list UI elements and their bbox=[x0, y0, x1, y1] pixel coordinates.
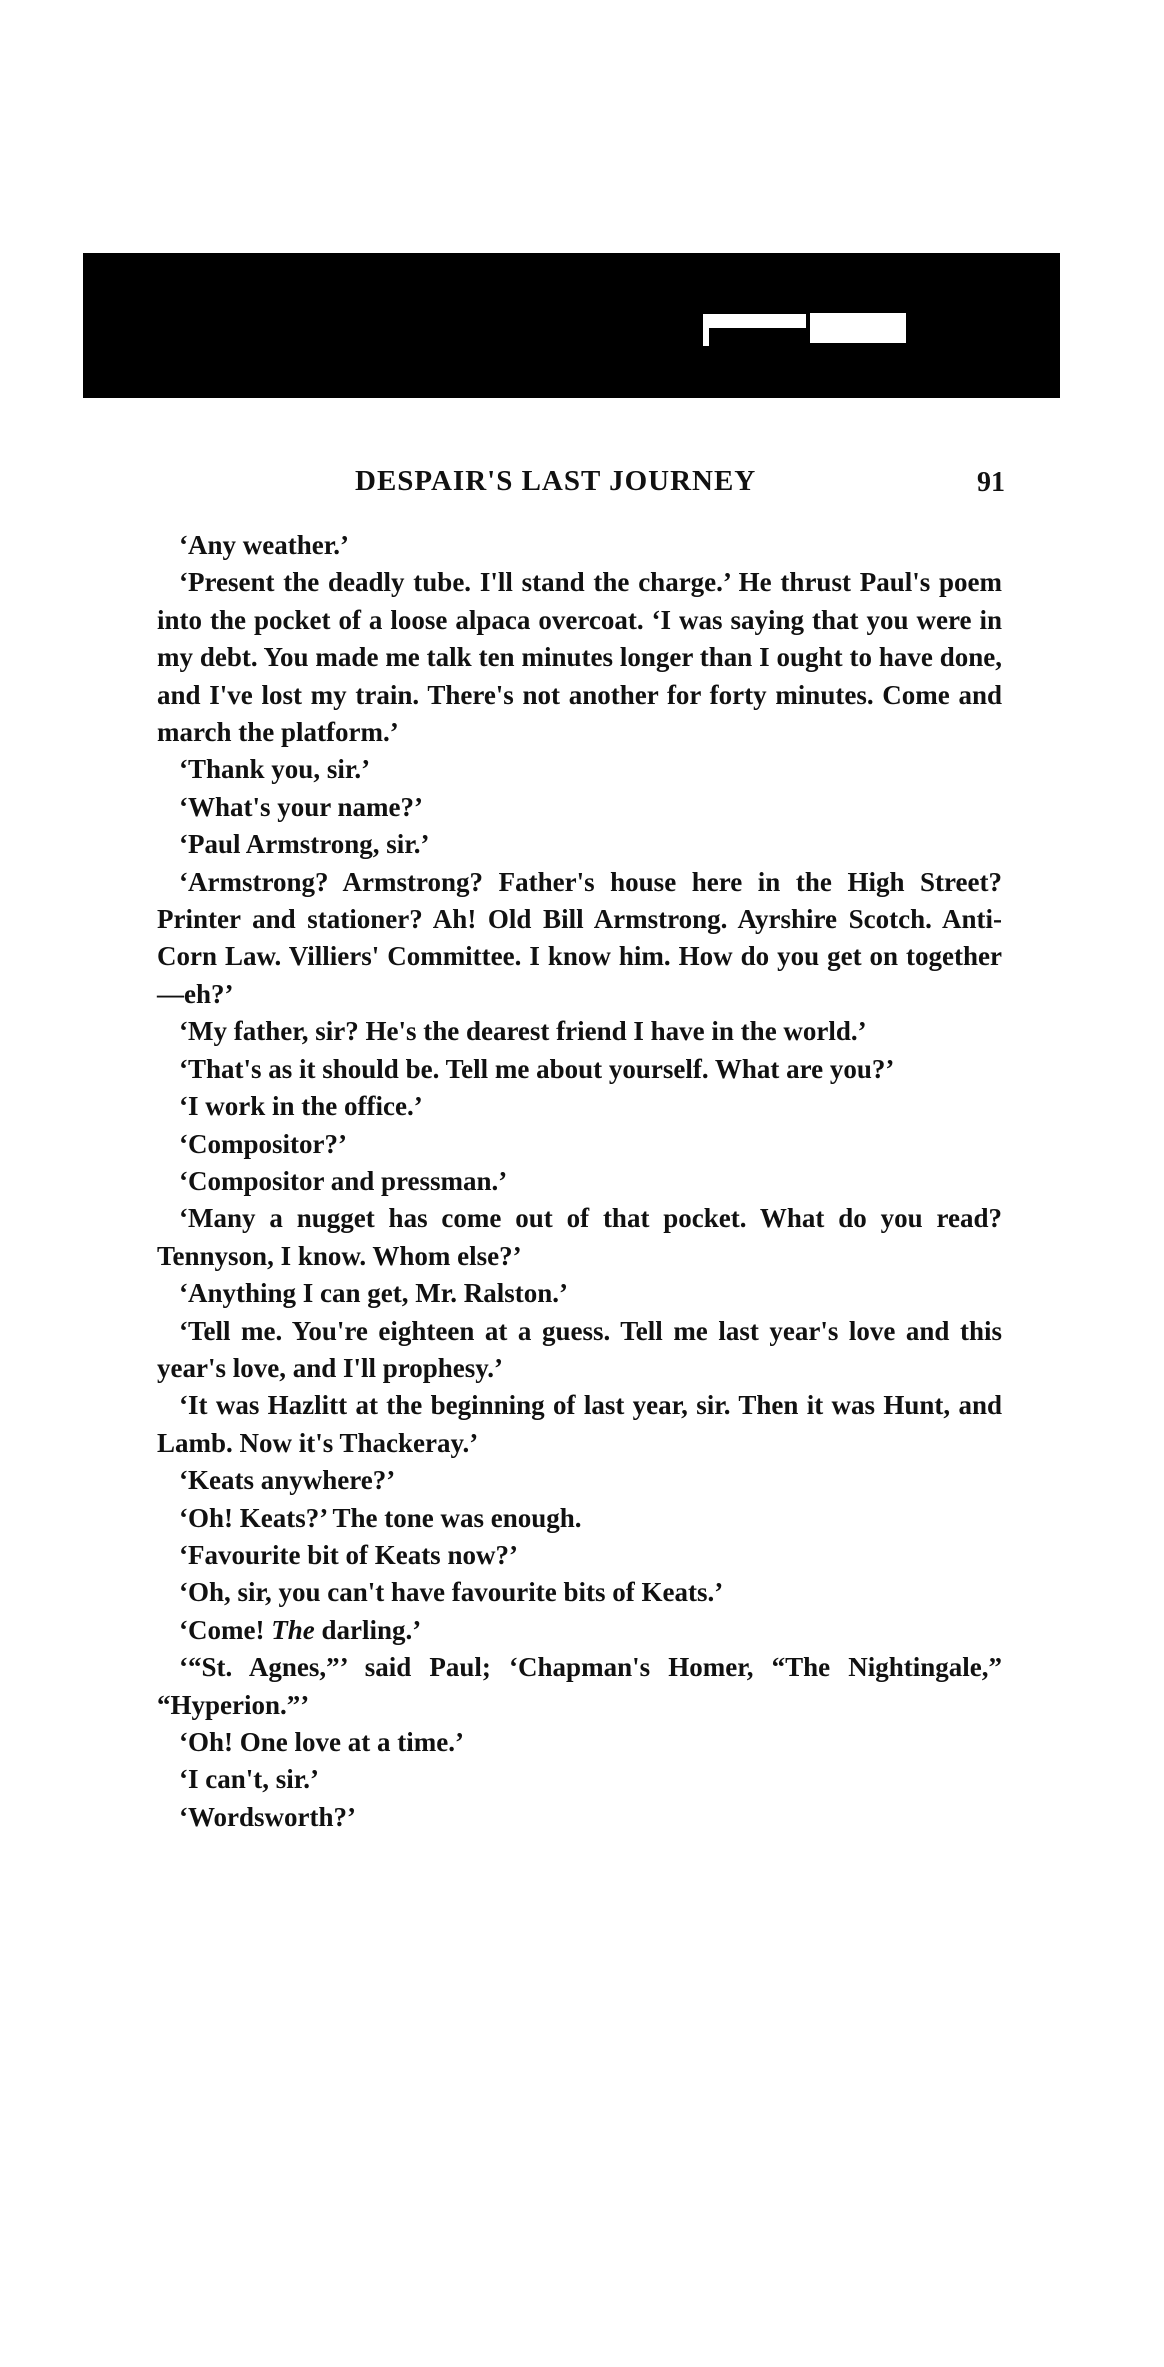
body-text bbox=[157, 527, 1009, 1836]
paragraph: ‘That's as it should be. Tell me about yourself. What are you?’ bbox=[179, 1053, 895, 1084]
paragraph: ‘Favourite bit of Keats now?’ bbox=[179, 1539, 518, 1570]
paragraph: ‘Any weather.’ bbox=[179, 530, 349, 560]
paragraph: ‘Compositor and pressman.’ bbox=[179, 1165, 508, 1196]
page-number: 91 bbox=[977, 467, 1005, 498]
paragraph: ‘What's your name?’ bbox=[179, 791, 424, 822]
come-italic: The bbox=[271, 1614, 315, 1645]
paragraph: ‘I can't, sir.’ bbox=[179, 1764, 319, 1795]
paragraph: ‘Tell me. You're eighteen at a guess. Tell me last year's love and this year's love, and I'll prophesy.’ bbox=[157, 1315, 1009, 1383]
come-lead: ‘Come! bbox=[179, 1614, 272, 1645]
paragraph: ‘Thank you, sir.’ bbox=[179, 754, 371, 785]
scan-artifact bbox=[703, 328, 709, 346]
paragraph: ‘Armstrong? Armstrong? Father's house here in the High Street? Printer and stationer? Ah! Old Bill Armstrong. Ayrshire Scotch. Anti-Corn Law. Villiers' Committee. I know him. How do you get on together—eh?’ bbox=[157, 866, 1009, 1009]
paragraph-come bbox=[157, 1612, 1002, 1649]
paragraph: ‘Oh! Keats?’ The tone was enough. bbox=[179, 1502, 582, 1533]
paragraph: ‘It was Hazlitt at the beginning of last year, sir. Then it was Hunt, and Lamb. Now it's Thackeray.’ bbox=[157, 1390, 1009, 1458]
paragraph: ‘Compositor?’ bbox=[179, 1128, 347, 1159]
paragraph: ‘Keats anywhere?’ bbox=[179, 1465, 396, 1496]
come-tail: darling.’ bbox=[314, 1614, 422, 1645]
paragraph: ‘Present the deadly tube. I'll stand the charge.’ He thrust Paul's poem into the pocket of a loose alpaca overcoat. ‘I was saying that you were in my debt. You made me talk ten minutes longer than I ought to have done, and I've lost my train. There's not another for forty minutes. Come and march the platform.’ bbox=[157, 567, 1009, 748]
paragraph: ‘I work in the office.’ bbox=[179, 1091, 423, 1122]
paragraph: ‘My father, sir? He's the dearest friend I have in the world.’ bbox=[179, 1016, 867, 1047]
paragraph: ‘Many a nugget has come out of that pocket. What do you read? Tennyson, I know. Whom else?’ bbox=[157, 1203, 1009, 1271]
paragraph: ‘Wordsworth?’ bbox=[179, 1801, 356, 1832]
running-title: DESPAIR'S LAST JOURNEY bbox=[355, 465, 757, 497]
paragraph: ‘Anything I can get, Mr. Ralston.’ bbox=[179, 1278, 569, 1309]
scan-black-bar bbox=[83, 253, 1060, 398]
paragraph: ‘Oh, sir, you can't have favourite bits of Keats.’ bbox=[179, 1577, 724, 1608]
paragraph: ‘Oh! One love at a time.’ bbox=[179, 1727, 464, 1757]
paragraph: ‘Paul Armstrong, sir.’ bbox=[179, 829, 430, 860]
paragraph: ‘“St. Agnes,”’ said Paul; ‘Chapman's Homer, “The Nightingale,” “Hyperion.”’ bbox=[157, 1652, 1009, 1720]
scan-artifact bbox=[703, 314, 806, 328]
running-head bbox=[155, 465, 1005, 505]
scan-artifact bbox=[810, 313, 906, 343]
